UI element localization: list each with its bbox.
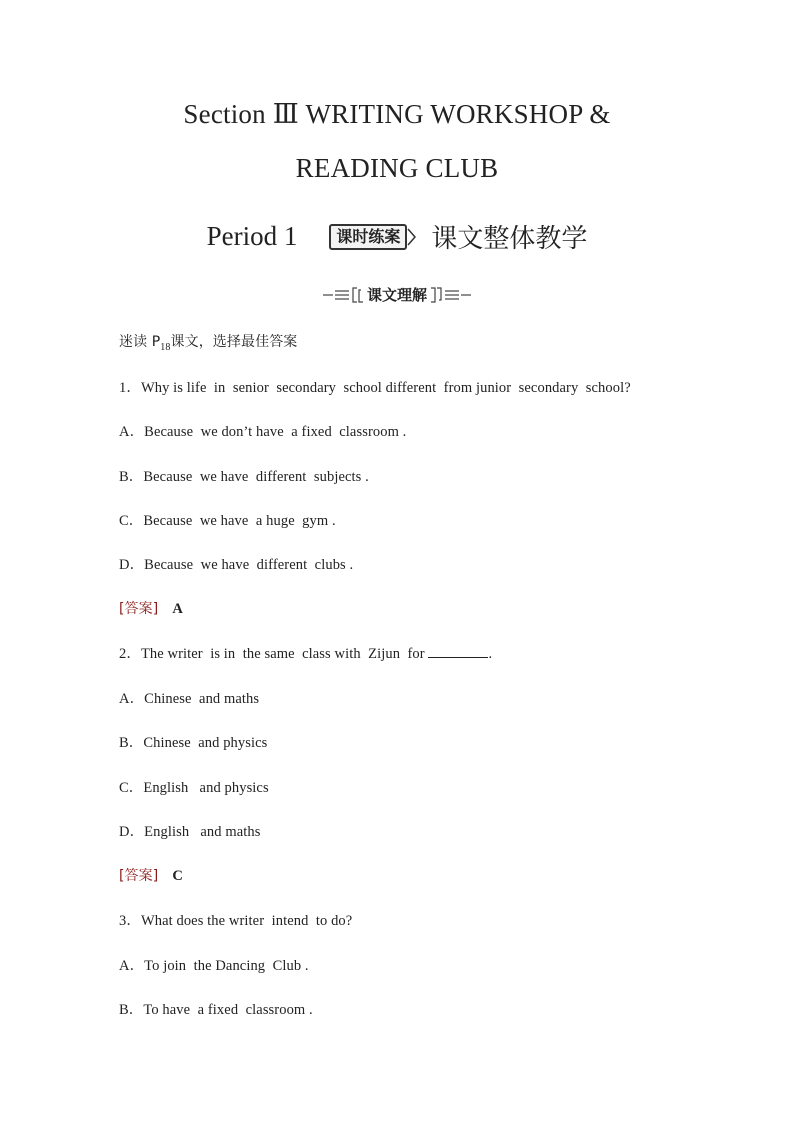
question-2-option-c: C．English and physics: [119, 780, 269, 796]
badge-label: 课时练案: [329, 224, 407, 250]
fill-in-blank: [428, 645, 488, 658]
answer-tag: [答案]: [119, 601, 159, 617]
section-label: 课文理解: [366, 286, 427, 304]
answer-value: C: [172, 868, 183, 884]
lesson-title: 课文整体教学: [431, 224, 588, 254]
instruction: [119, 331, 297, 353]
right-ornament-icon: [429, 285, 473, 305]
lesson-badge: [329, 224, 417, 250]
question-1-option-a: A．Because we don’t have a fixed classroom .: [119, 424, 407, 440]
instruction-subscript: 18: [160, 341, 171, 353]
question-2-option-a: A．Chinese and maths: [119, 691, 260, 707]
question-3-option-a: A．To join the Dancing Club .: [119, 958, 309, 974]
question-2-stem-text: 2．The writer is in the same class with Zijun for: [119, 646, 429, 662]
instruction-prefix: 迷读 P: [119, 334, 161, 350]
question-2-option-b: B．Chinese and physics: [119, 735, 268, 751]
instruction-suffix: 课文，选择最佳答案: [170, 334, 298, 350]
question-2-stem-end: .: [488, 646, 493, 662]
question-2-answer: [119, 865, 183, 885]
question-1-stem: 1．Why is life in senior secondary school different from junior secondary school?: [119, 380, 631, 396]
left-ornament-icon: [321, 285, 365, 305]
question-3-stem: 3．What does the writer intend to do?: [119, 913, 353, 929]
question-1-option-d: D．Because we have different clubs .: [119, 557, 354, 573]
question-1-option-c: C．Because we have a huge gym .: [119, 513, 336, 529]
badge-arrow-icon: [407, 225, 417, 249]
answer-tag: [答案]: [119, 868, 159, 884]
question-1-option-b: B．Because we have different subjects .: [119, 469, 369, 485]
section-title-line-1: Section Ⅲ WRITING WORKSHOP &: [183, 99, 611, 129]
section-title-line-2: READING CLUB: [295, 153, 499, 183]
question-1-answer: [119, 598, 183, 618]
answer-value: A: [172, 601, 183, 617]
period-heading: [0, 218, 794, 255]
question-2-option-d: D．English and maths: [119, 824, 261, 840]
question-2-stem: [119, 642, 492, 663]
question-3-option-b: B．To have a fixed classroom .: [119, 1002, 313, 1018]
section-heading: [0, 284, 794, 305]
period-label: Period 1: [206, 221, 298, 251]
